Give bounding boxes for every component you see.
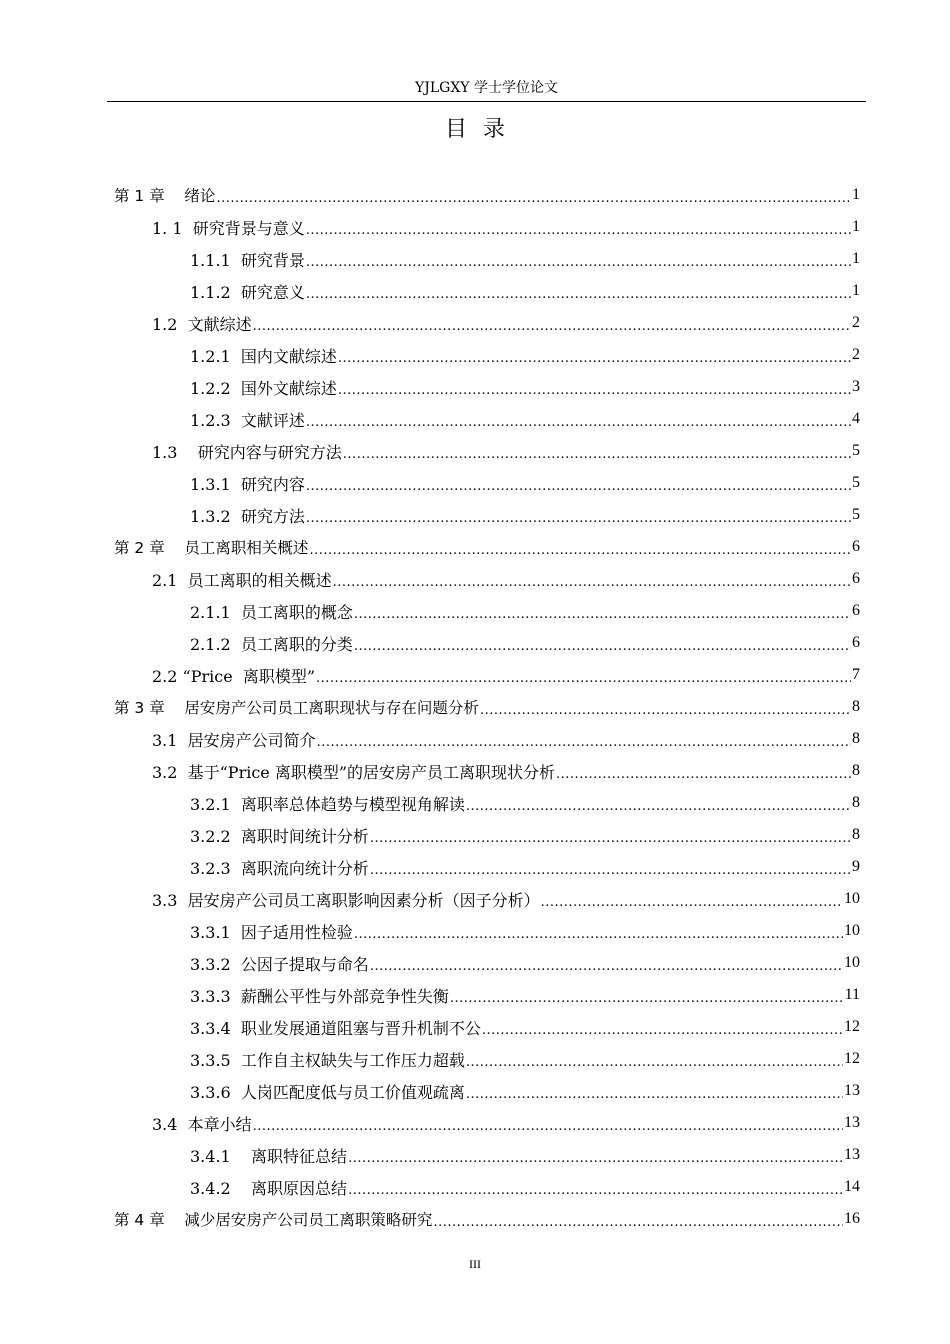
toc-entry[interactable] bbox=[114, 1139, 860, 1171]
toc-entry-page: 1 bbox=[852, 218, 860, 235]
dot-leader bbox=[309, 543, 851, 558]
toc-entry-page: 13 bbox=[844, 1146, 860, 1163]
dot-leader bbox=[466, 1055, 843, 1070]
toc-entry-label: 1.2.2 国外文献综述 bbox=[190, 378, 337, 398]
toc-entry-label: 1.2.1 国内文献综述 bbox=[190, 346, 337, 366]
toc-entry-page: 16 bbox=[844, 1210, 860, 1227]
toc-entry[interactable] bbox=[114, 211, 860, 243]
dot-leader bbox=[370, 959, 843, 974]
toc-entry[interactable] bbox=[114, 307, 860, 339]
toc-entry-label: 3.1 居安房产公司简介 bbox=[152, 730, 316, 750]
dot-leader bbox=[348, 1183, 843, 1198]
toc-entry-label: 3.4.1 离职特征总结 bbox=[190, 1146, 348, 1166]
toc-entry-label: 2.2 “Price 离职模型” bbox=[152, 666, 316, 686]
toc-entry-page: 6 bbox=[852, 634, 860, 651]
toc-entry[interactable] bbox=[114, 275, 860, 307]
dot-leader bbox=[306, 479, 851, 494]
toc-entry[interactable] bbox=[114, 755, 860, 787]
toc-entry[interactable] bbox=[114, 627, 860, 659]
toc-entry-label: 3.2.1 离职率总体趋势与模型视角解读 bbox=[190, 794, 465, 814]
dot-leader bbox=[253, 319, 851, 334]
dot-leader bbox=[466, 1087, 843, 1102]
toc-entry-label: 2.1 员工离职的相关概述 bbox=[152, 570, 332, 590]
toc-entry-label: 1.3.1 研究内容 bbox=[190, 474, 305, 494]
dot-leader bbox=[216, 191, 851, 206]
toc-entry[interactable] bbox=[114, 531, 860, 563]
toc-entry[interactable] bbox=[114, 1171, 860, 1203]
toc-entry[interactable] bbox=[114, 819, 860, 851]
toc-entry-page: 6 bbox=[852, 570, 860, 587]
toc-entry-label: 第 4 章 减少居安房产公司员工离职策略研究 bbox=[114, 1211, 433, 1229]
toc-entry-page: 13 bbox=[844, 1082, 860, 1099]
toc-entry-page: 4 bbox=[852, 410, 860, 427]
toc-entry[interactable] bbox=[114, 1011, 860, 1043]
toc-entry-page: 1 bbox=[852, 186, 860, 203]
toc-entry-page: 9 bbox=[852, 858, 860, 875]
dot-leader bbox=[433, 1215, 843, 1230]
dot-leader bbox=[354, 927, 843, 942]
toc-entry-page: 11 bbox=[844, 986, 860, 1003]
toc-entry[interactable] bbox=[114, 691, 860, 723]
dot-leader bbox=[317, 735, 851, 750]
toc-entry-label: 3.3.2 公因子提取与命名 bbox=[190, 954, 369, 974]
toc-entry-page: 5 bbox=[852, 442, 860, 459]
toc-entry[interactable] bbox=[114, 435, 860, 467]
dot-leader bbox=[333, 575, 851, 590]
toc-entry[interactable] bbox=[114, 659, 860, 691]
toc-entry-page: 5 bbox=[852, 506, 860, 523]
dot-leader bbox=[370, 831, 851, 846]
toc-entry-label: 3.3.4 职业发展通道阻塞与晋升机制不公 bbox=[190, 1018, 481, 1038]
toc-entry-label: 3.3.1 因子适用性检验 bbox=[190, 922, 353, 942]
toc-entry-label: 1.1.2 研究意义 bbox=[190, 282, 305, 302]
toc-entry-label: 3.2.3 离职流向统计分析 bbox=[190, 858, 369, 878]
toc-entry[interactable] bbox=[114, 243, 860, 275]
toc-entry[interactable] bbox=[114, 371, 860, 403]
toc-entry[interactable] bbox=[114, 787, 860, 819]
dot-leader bbox=[370, 863, 851, 878]
toc-entry-label: 1.2.3 文献评述 bbox=[190, 410, 305, 430]
table-of-contents bbox=[114, 179, 860, 1235]
toc-entry-label: 3.4 本章小结 bbox=[152, 1114, 252, 1134]
toc-entry[interactable] bbox=[114, 883, 860, 915]
toc-entry-label: 第 3 章 居安房产公司员工离职现状与存在问题分析 bbox=[114, 699, 479, 717]
toc-entry-page: 12 bbox=[844, 1050, 860, 1067]
dot-leader bbox=[556, 767, 851, 782]
toc-entry-label: 3.2.2 离职时间统计分析 bbox=[190, 826, 369, 846]
toc-entry-label: 3.3.5 工作自主权缺失与工作压力超载 bbox=[190, 1050, 465, 1070]
toc-entry-page: 1 bbox=[852, 282, 860, 299]
dot-leader bbox=[354, 639, 851, 654]
toc-entry[interactable] bbox=[114, 723, 860, 755]
dot-leader bbox=[338, 351, 851, 366]
page-number: III bbox=[469, 1257, 481, 1271]
dot-leader bbox=[253, 1119, 843, 1134]
dot-leader bbox=[343, 447, 851, 462]
toc-entry[interactable] bbox=[114, 1075, 860, 1107]
toc-entry-label: 3.3.3 薪酬公平性与外部竞争性失衡 bbox=[190, 986, 449, 1006]
page-title: 目录 bbox=[444, 117, 521, 142]
toc-entry[interactable] bbox=[114, 1043, 860, 1075]
toc-entry[interactable] bbox=[114, 403, 860, 435]
toc-entry-page: 2 bbox=[852, 346, 860, 363]
toc-entry-page: 8 bbox=[852, 826, 860, 843]
dot-leader bbox=[306, 511, 851, 526]
toc-entry[interactable] bbox=[114, 915, 860, 947]
toc-entry-label: 2.1.2 员工离职的分类 bbox=[190, 634, 353, 654]
toc-entry-label: 3.4.2 离职原因总结 bbox=[190, 1178, 348, 1198]
toc-entry-page: 13 bbox=[844, 1114, 860, 1131]
dot-leader bbox=[306, 287, 851, 302]
toc-entry[interactable] bbox=[114, 339, 860, 371]
toc-entry-page: 8 bbox=[852, 794, 860, 811]
toc-entry-page: 6 bbox=[852, 602, 860, 619]
dot-leader bbox=[348, 1151, 843, 1166]
toc-entry-page: 2 bbox=[852, 314, 860, 331]
toc-entry-page: 8 bbox=[852, 698, 860, 715]
dot-leader bbox=[306, 255, 851, 270]
running-header: YJLGXY 学士学位论文 bbox=[415, 80, 558, 96]
toc-entry[interactable] bbox=[114, 1203, 860, 1235]
toc-entry-page: 10 bbox=[844, 954, 860, 971]
toc-entry-page: 8 bbox=[852, 762, 860, 779]
toc-entry-label: 1.3 研究内容与研究方法 bbox=[152, 442, 342, 462]
toc-entry-page: 14 bbox=[844, 1178, 860, 1195]
toc-entry-page: 3 bbox=[852, 378, 860, 395]
toc-entry-page: 10 bbox=[844, 890, 860, 907]
toc-entry-label: 3.3 居安房产公司员工离职影响因素分析（因子分析） bbox=[152, 890, 540, 910]
header-divider bbox=[107, 101, 866, 102]
dot-leader bbox=[316, 671, 851, 686]
toc-entry-label: 1.1.1 研究背景 bbox=[190, 250, 305, 270]
dot-leader bbox=[306, 223, 851, 238]
dot-leader bbox=[541, 895, 843, 910]
toc-entry[interactable] bbox=[114, 499, 860, 531]
toc-entry-label: 3.3.6 人岗匹配度低与员工价值观疏离 bbox=[190, 1082, 465, 1102]
toc-entry-label: 2.1.1 员工离职的概念 bbox=[190, 602, 353, 622]
toc-entry-label: 第 1 章 绪论 bbox=[114, 187, 216, 205]
toc-entry[interactable] bbox=[114, 563, 860, 595]
dot-leader bbox=[466, 799, 851, 814]
toc-entry-page: 7 bbox=[852, 666, 860, 683]
toc-entry[interactable] bbox=[114, 851, 860, 883]
toc-entry-page: 1 bbox=[852, 250, 860, 267]
toc-entry-page: 5 bbox=[852, 474, 860, 491]
toc-entry[interactable] bbox=[114, 467, 860, 499]
dot-leader bbox=[306, 415, 851, 430]
toc-entry[interactable] bbox=[114, 179, 860, 211]
toc-entry[interactable] bbox=[114, 1107, 860, 1139]
toc-entry-page: 10 bbox=[844, 922, 860, 939]
toc-entry-page: 12 bbox=[844, 1018, 860, 1035]
toc-entry-label: 第 2 章 员工离职相关概述 bbox=[114, 539, 309, 557]
dot-leader bbox=[480, 703, 851, 718]
toc-entry-page: 6 bbox=[852, 538, 860, 555]
dot-leader bbox=[338, 383, 851, 398]
toc-entry-label: 1.2 文献综述 bbox=[152, 314, 252, 334]
toc-entry-label: 1. 1 研究背景与意义 bbox=[152, 218, 305, 238]
toc-entry[interactable] bbox=[114, 947, 860, 979]
dot-leader bbox=[354, 607, 851, 622]
toc-entry[interactable] bbox=[114, 979, 860, 1011]
dot-leader bbox=[450, 991, 844, 1006]
toc-entry-label: 3.2 基于“Price 离职模型”的居安房产员工离职现状分析 bbox=[152, 762, 556, 782]
toc-entry-page: 8 bbox=[852, 730, 860, 747]
dot-leader bbox=[482, 1023, 843, 1038]
toc-entry-label: 1.3.2 研究方法 bbox=[190, 506, 305, 526]
toc-entry[interactable] bbox=[114, 595, 860, 627]
